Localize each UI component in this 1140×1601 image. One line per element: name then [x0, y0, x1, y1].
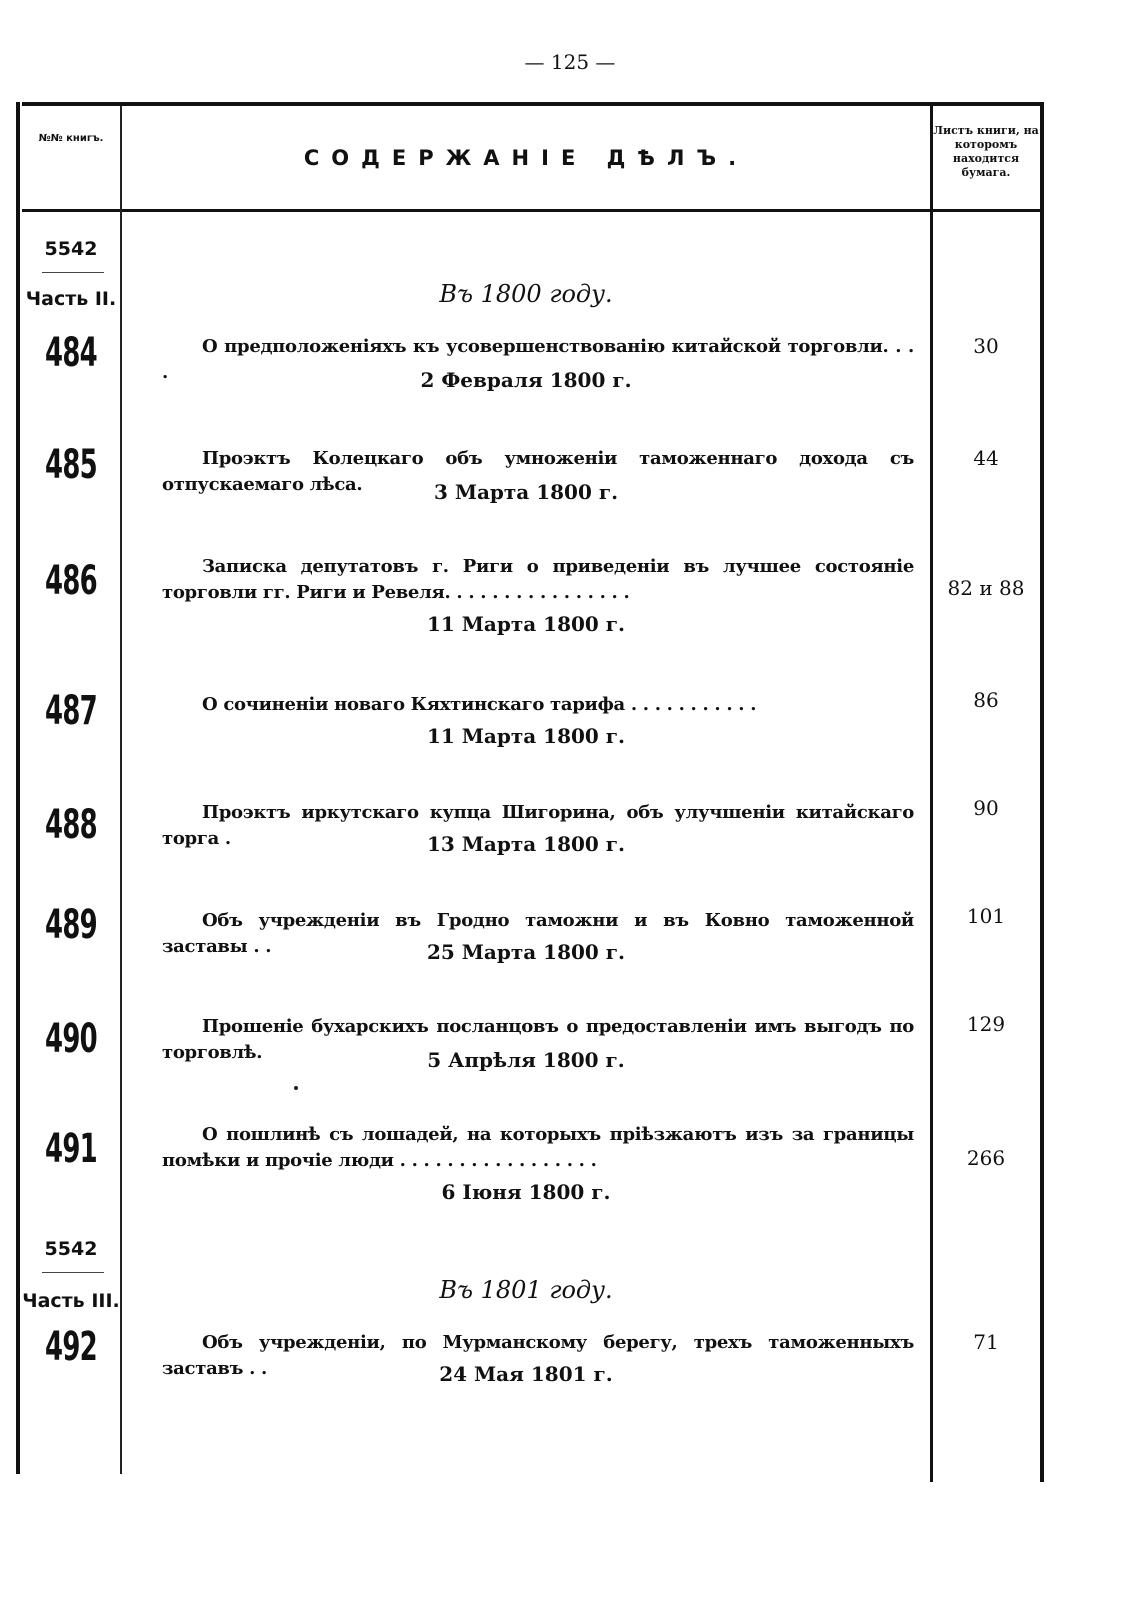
column-header-number: №№ книгъ.	[38, 133, 104, 144]
header-rule	[22, 209, 1042, 212]
entry-text-content: О пошлинѣ съ лошадей, на которыхъ пріѣзжаютъ изъ за границы помѣки и прочіе люди . . . . . . . . . . . . . . . . .	[162, 1124, 914, 1171]
entry-text-content: О предположеніяхъ къ усовершенствованію китайской торговли. . . .	[162, 336, 914, 383]
entry-sheet: 30	[973, 334, 999, 358]
volume-number: 5542	[44, 238, 98, 260]
table-border-top	[22, 102, 1042, 106]
entry-number: 484	[45, 330, 97, 376]
ink-speck	[294, 1086, 298, 1090]
year-heading: Въ 1801 году.	[439, 1276, 613, 1304]
entry-sheet: 86	[973, 688, 999, 712]
entry-text-content: Объ учрежденіи, по Мурманскому берегу, трехъ таможенныхъ заставъ . .	[162, 1332, 914, 1379]
entry-sheet: 90	[973, 796, 999, 820]
entry-date: 5 Апрѣля 1800 г.	[427, 1048, 625, 1072]
entry-text	[162, 1122, 914, 1174]
table-border-left	[16, 102, 20, 1474]
entry-text	[162, 692, 914, 718]
page-number: — 125 —	[524, 50, 616, 74]
entry-date: 6 Іюня 1800 г.	[441, 1180, 611, 1204]
table-border-right	[1040, 102, 1044, 1482]
entry-sheet: 71	[973, 1330, 999, 1354]
part-label: Часть II.	[25, 288, 117, 310]
entry-sheet: 82 и 88	[947, 576, 1025, 600]
entry-number: 485	[45, 442, 97, 488]
entry-text-content: О сочиненіи новаго Кяхтинскаго тарифа . . . . . . . . . . .	[202, 694, 757, 715]
column-divider-sheet	[930, 106, 933, 1482]
entry-sheet: 44	[973, 446, 999, 470]
entry-text-content: Объ учрежденіи въ Гродно таможни и въ Ковно таможенной заставы . .	[162, 910, 914, 957]
entry-number: 488	[45, 802, 97, 848]
entry-date: 2 Февраля 1800 г.	[420, 368, 632, 392]
entry-text-content: Записка депутатовъ г. Риги о приведеніи въ лучшее состояніе торговли гг. Риги и Ревеля. . . . . . . . . . . . . . . .	[162, 556, 914, 603]
entry-date: 11 Марта 1800 г.	[426, 724, 626, 748]
entry-text-content: Проэктъ Колецкаго объ умноженіи таможеннаго дохода съ отпускаемаго лѣса.	[162, 448, 914, 495]
entry-date: 3 Марта 1800 г.	[433, 480, 619, 504]
register-table	[22, 102, 1042, 1482]
entry-date: 24 Мая 1801 г.	[439, 1362, 613, 1386]
entry-number: 491	[45, 1126, 97, 1172]
volume-rule	[42, 1272, 104, 1273]
entry-number: 492	[45, 1324, 97, 1370]
column-divider-number	[120, 106, 122, 1474]
year-heading: Въ 1800 году.	[439, 280, 613, 308]
entry-sheet: 266	[966, 1146, 1006, 1170]
entry-number: 489	[45, 902, 97, 948]
column-header-sheet: Листъ книги, на которомъ находится бумага.	[933, 124, 1039, 179]
volume-number: 5542	[44, 1238, 98, 1260]
column-header-content: СОДЕРЖАНІЕ ДѢЛЪ.	[303, 146, 749, 170]
entry-number: 490	[45, 1016, 97, 1062]
entry-date: 25 Марта 1800 г.	[426, 940, 626, 964]
entry-number: 487	[45, 688, 97, 734]
entry-date: 13 Марта 1800 г.	[426, 832, 626, 856]
entry-text	[162, 554, 914, 606]
entry-date: 11 Марта 1800 г.	[426, 612, 626, 636]
entry-number: 486	[45, 558, 97, 604]
entry-text-content: Проэктъ иркутскаго купца Шигорина, объ улучшеніи китайскаго торга .	[162, 802, 914, 849]
entry-sheet: 129	[966, 1012, 1006, 1036]
entry-sheet: 101	[966, 904, 1006, 928]
part-label: Часть III.	[22, 1290, 120, 1312]
entry-text-content: Прошеніе бухарскихъ посланцовъ о предоставленіи имъ выгодъ по торговлѣ.	[162, 1016, 914, 1063]
volume-rule	[42, 272, 104, 273]
